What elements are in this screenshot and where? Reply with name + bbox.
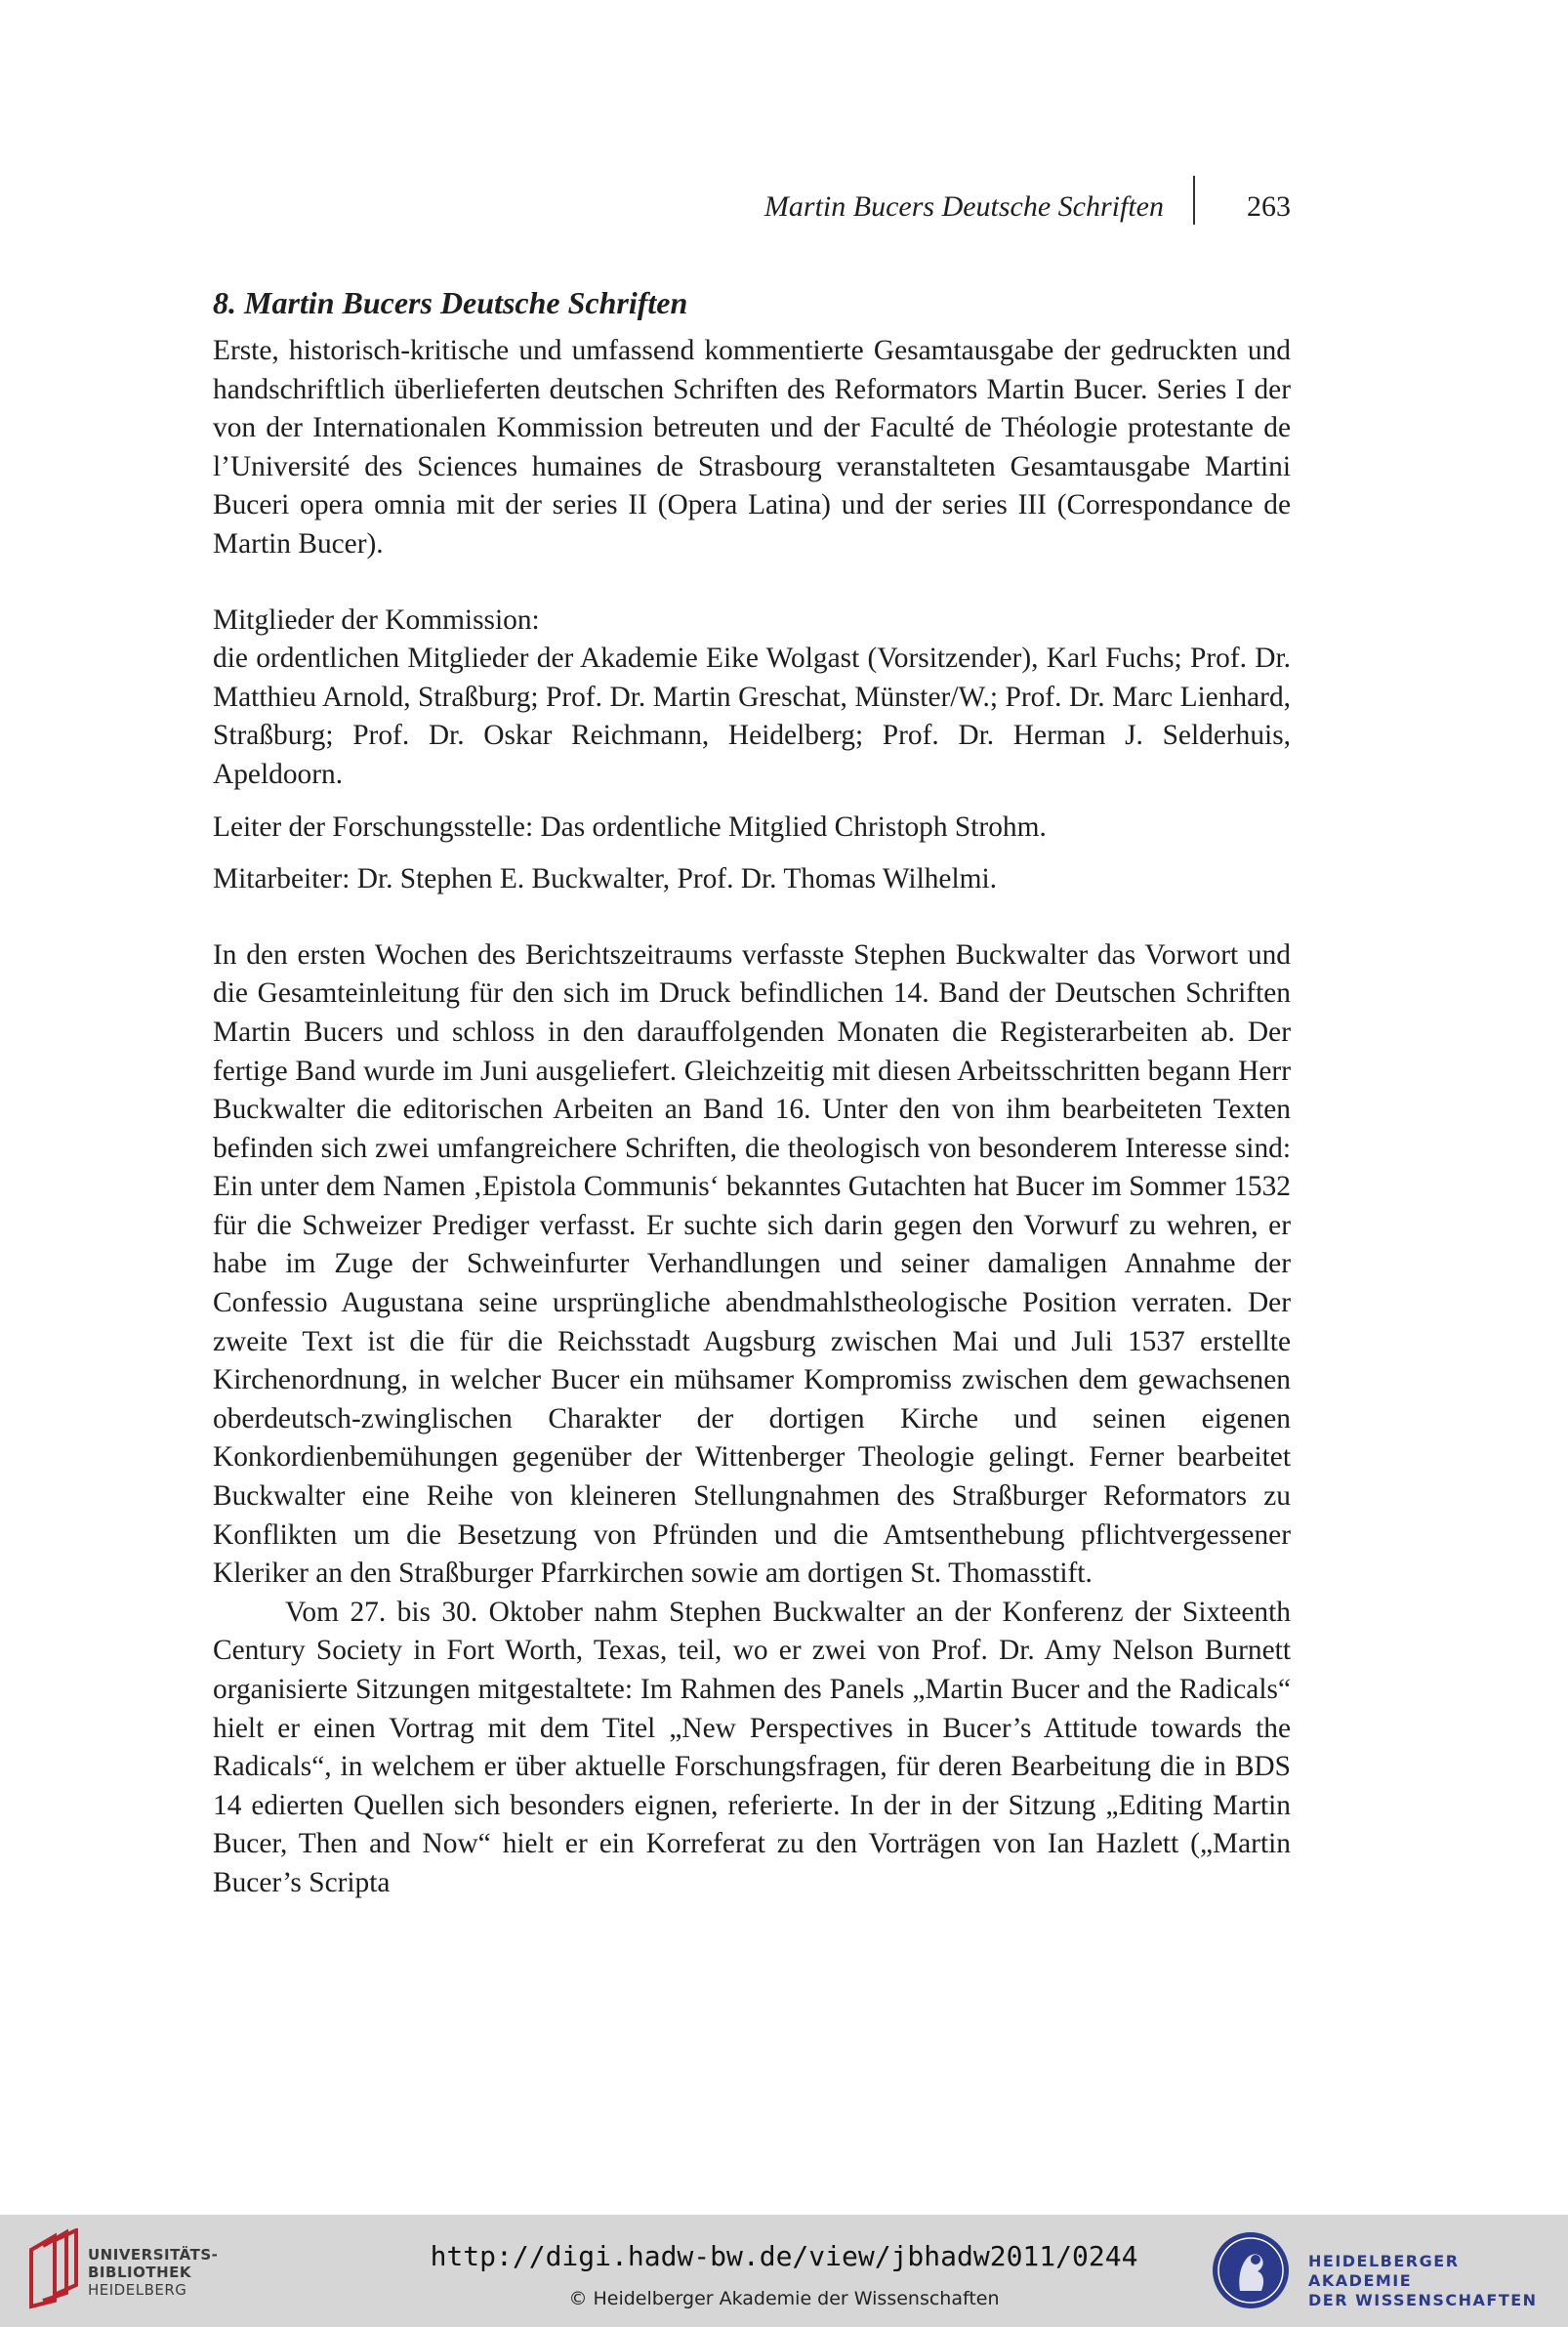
hadw-logo-text: HEIDELBERGER AKADEMIE DER WISSENSCHAFTEN bbox=[1308, 2252, 1538, 2309]
running-title: Martin Bucers Deutsche Schriften bbox=[763, 190, 1164, 223]
section-heading: 8. Martin Bucers Deutsche Schriften bbox=[213, 285, 688, 320]
body-paragraph: Vom 27. bis 30. Oktober nahm Stephen Buckwalter an der Konferenz der Sixteenth Century Society in Fort Worth, Texas, teil, wo er zwei von Prof. Dr. Amy Nelson Burnett organisierte Sitzungen mitgestaltete: Im Rahmen des Panels „Martin Bucer and the Radicals“ hielt er einen Vortrag mit dem Titel „New Perspectives in Bucer’s Attitude towards the Radicals“, in welchem er über aktuelle Forschungsfragen, für deren Bearbeitung die in BDS 14 edierten Quellen sich besonders eignen, referierte. In der in der Sitzung „Editing Martin Bucer, Then and Now“ hielt er ein Korreferat zu den Vorträgen von Ian Hazlett („Martin Bucer’s Scripta bbox=[213, 1596, 1291, 1898]
header-divider bbox=[1193, 176, 1195, 225]
intro-paragraph: Erste, historisch-kritische und umfassend kommentierte Gesamtausgabe der gedruckten und handschriftlich überlieferten deutschen Schriften des Reformators Martin Bucer. Series I der von der Internationalen Kommission betreuten und der Faculté de Théologie protestante de l’Université des Sciences humaines de Strasbourg veranstalteten Gesamtausgabe Martini Buceri opera omnia mit der series II (Opera Latina) und der series III (Correspondance de Martin Bucer). bbox=[213, 335, 1291, 560]
copyright-notice: © Heidelberger Akademie der Wissenschaften bbox=[568, 2288, 1000, 2309]
source-url-link[interactable]: http://digi.hadw-bw.de/view/jbhadw2011/0244 bbox=[430, 2240, 1138, 2272]
academy-seal-icon bbox=[1211, 2230, 1291, 2310]
main-content bbox=[213, 283, 1291, 1903]
staff-list: Mitarbeiter: Dr. Stephen E. Buckwalter, Prof. Dr. Thomas Wilhelmi. bbox=[213, 863, 998, 895]
ub-logo-text: UNIVERSITÄTS- BIBLIOTHEK HEIDELBERG bbox=[88, 2246, 219, 2299]
running-header bbox=[213, 186, 1291, 234]
page-number: 263 bbox=[1247, 190, 1291, 223]
research-leader: Leiter der Forschungsstelle: Das ordentliche Mitglied Christoph Strohm. bbox=[213, 810, 1047, 843]
commission-label: Mitglieder der Kommission: bbox=[213, 603, 540, 636]
body-paragraph: In den ersten Wochen des Berichtszeitraums verfasste Stephen Buckwalter das Vorwort und die Gesamteinleitung für den sich im Druck befindlichen 14. Band der Deutschen Schriften Martin Bucers und schloss in den darauffolgenden Monaten die Registerarbeiten ab. Der fertige Band wurde im Juni ausgeliefert. Gleichzeitig mit diesen Arbeitsschritten begann Herr Buckwalter die editorischen Arbeiten an Band 16. Unter den von ihm bearbeiteten Texten befinden sich zwei umfangreichere Schriften, die theologisch von besonderem Interesse sind: Ein unter dem Namen ‚Epistola Communis‘ bekanntes Gutachten hat Bucer im Sommer 1532 für die Schweizer Prediger verfasst. Er suchte sich darin gegen den Vorwurf zu wehren, er habe im Zuge der Schweinfurter Verhandlungen und seiner damaligen Annahme der Confessio Augustana seine ursprüngliche abendmahlstheologische Position verraten. Der zweite Text ist die für die Reichsstadt Augsburg zwischen Mai und Juli 1537 erstellte Kirchenordnung, in welcher Bucer ein mühsamer Kompromiss zwischen dem gewachsenen oberdeutsch-zwinglischen Charakter der dortigen Kirche und seinen eigenen Konkordienbemühungen gegenüber der Wittenberger Theologie gelingt. Ferner bearbeitet Buckwalter eine Reihe von kleineren Stellungnahmen des Straßburger Reformators zu Konflikten um die Besetzung von Pfründen und die Amtsenthebung pflichtvergessener Kleriker an den Straßburger Pfarrkirchen sowie am dortigen St. Thomasstift. bbox=[213, 938, 1291, 1590]
hadw-logo[interactable] bbox=[1211, 2228, 1543, 2314]
commission-members: die ordentlichen Mitglieder der Akademie Eike Wolgast (Vorsitzender), Karl Fuchs; Prof. Dr. Matthieu Arnold, Straßburg; Prof. Dr. Martin Greschat, Münster/W.; Prof. Dr. Marc Lienhard, Straßburg; Prof. Dr. Oskar Reichmann, Heidelberg; Prof. Dr. Herman J. Selderhuis, Apeldoorn. bbox=[213, 643, 1291, 790]
footer-bar bbox=[0, 2215, 1568, 2327]
